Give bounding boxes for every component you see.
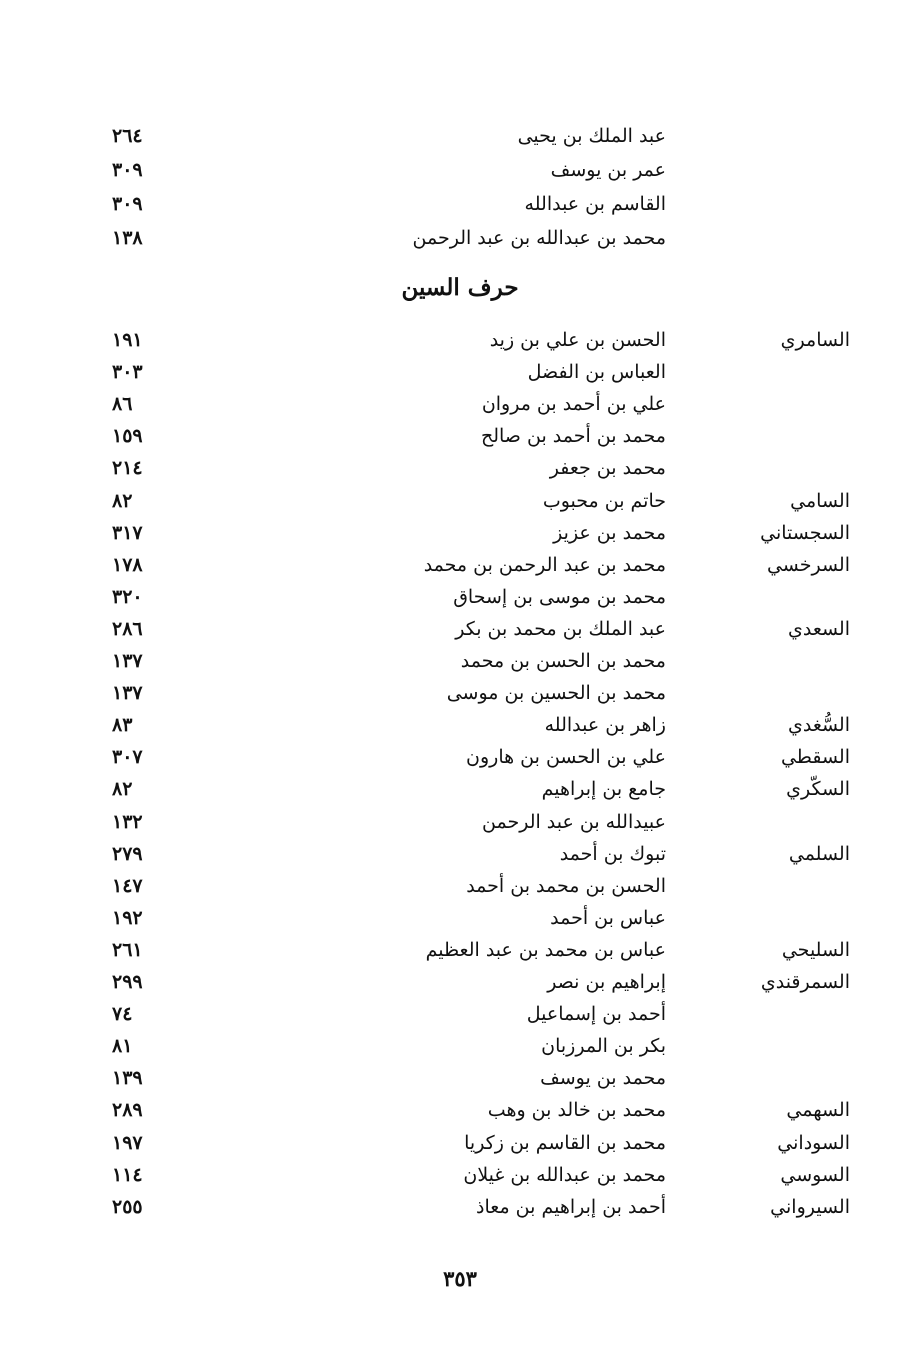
entry-page-number: ٣٠٣ (112, 361, 143, 384)
entry-nisba: السلمي (788, 842, 850, 865)
entry-page-number: ٨٢ (112, 489, 133, 512)
entry-nisba: السعدي (787, 617, 850, 640)
entry-name: عبد الملك بن محمد بن بكر (455, 617, 666, 640)
entry-page-number: ٢١٤ (112, 457, 143, 480)
entry-page-number: ٢٦١ (112, 938, 143, 961)
entry-page-number: ٢٨٦ (112, 617, 143, 640)
index-entry (100, 1127, 860, 1159)
entry-name: محمد بن أحمد بن صالح (480, 425, 666, 448)
entry-page-number: ٨٢ (112, 778, 133, 801)
entry-name: عمر بن يوسف (550, 159, 666, 181)
entry-page-number: ٣١٧ (112, 521, 143, 544)
entry-page-number: ١٤٧ (112, 874, 143, 897)
index-entry (100, 222, 860, 254)
entry-name: محمد بن الحسين بن موسى (446, 682, 666, 705)
entry-nisba: السُّغدي (787, 714, 850, 737)
entry-page-number: ٢٧٩ (112, 842, 143, 865)
index-entry (100, 645, 860, 677)
index-entry (100, 934, 860, 966)
entry-name: أحمد بن إسماعيل (526, 1003, 666, 1026)
entry-name: جامع بن إبراهيم (541, 778, 666, 801)
entry-nisba: السهمي (786, 1099, 850, 1122)
entry-name: عبد الملك بن يحيى (517, 125, 666, 147)
entry-page-number: ٨١ (112, 1035, 133, 1058)
entry-name: محمد بن عبد الرحمن بن محمد (423, 553, 666, 576)
index-entry (100, 1030, 860, 1062)
index-entry (100, 1062, 860, 1094)
entry-nisba: السمرقندي (760, 971, 850, 993)
entry-nisba: السجستاني (760, 521, 850, 544)
entry-page-number: ٣٢٠ (112, 585, 143, 608)
entry-page-number: ١٩٧ (112, 1131, 143, 1154)
index-entry (100, 485, 860, 517)
entry-nisba: السامي (790, 489, 850, 512)
index-entry (100, 677, 860, 709)
entry-name: تبوك بن أحمد (559, 842, 666, 865)
entry-page-number: ٣٠٩ (112, 159, 143, 181)
entry-name: الحسن بن علي بن زيد (489, 329, 666, 351)
entry-name: محمد بن جعفر (549, 457, 666, 480)
entry-page-number: ١٣٧ (112, 682, 143, 705)
entry-name: محمد بن القاسم بن زكريا (464, 1131, 666, 1154)
entry-name: بكر بن المرزبان (541, 1035, 666, 1058)
entry-nisba: السليحي (781, 938, 850, 961)
entry-page-number: ٣٠٧ (112, 746, 143, 769)
entry-name: محمد بن الحسن بن محمد (460, 650, 666, 672)
entry-page-number: ٣٠٩ (112, 193, 143, 215)
index-entry (100, 998, 860, 1030)
entry-page-number: ١٣٩ (112, 1067, 143, 1090)
entry-name: علي بن الحسن بن هارون (466, 746, 666, 769)
entry-page-number: ١٣٢ (112, 810, 143, 833)
index-entry (100, 1159, 860, 1191)
entry-name: القاسم بن عبدالله (524, 193, 666, 215)
index-entry (100, 709, 860, 741)
index-entry (100, 806, 860, 838)
entry-name: عباس بن أحمد (550, 906, 666, 929)
entry-name: عبيدالله بن عبد الرحمن (482, 810, 666, 833)
entry-nisba: السيرواني (770, 1195, 850, 1218)
entry-nisba: السرخسي (766, 553, 850, 576)
entry-page-number: ١٩٢ (112, 906, 143, 929)
entry-nisba: السوداني (777, 1131, 850, 1154)
entry-nisba: السكّري (786, 778, 850, 801)
section-heading: حرف السين (401, 274, 519, 301)
index-entry (100, 613, 860, 645)
entry-page-number: ٢٥٥ (112, 1195, 143, 1218)
index-entry (100, 581, 860, 613)
entry-nisba: السقطي (780, 746, 850, 769)
index-entry (100, 870, 860, 902)
entry-name: العباس بن الفضل (527, 361, 666, 384)
entry-page-number: ٧٤ (112, 1003, 133, 1026)
entry-name: محمد بن عبدالله بن غيلان (463, 1163, 666, 1186)
index-entry (100, 188, 860, 220)
entry-page-number: ٢٦٤ (112, 125, 143, 147)
entry-page-number: ١٥٩ (112, 425, 143, 448)
entry-page-number: ١٣٨ (112, 227, 143, 249)
entry-name: محمد بن عبدالله بن عبد الرحمن (412, 227, 666, 249)
entry-name: الحسن بن محمد بن أحمد (466, 874, 666, 897)
entry-page-number: ١٧٨ (112, 553, 143, 576)
entry-name: محمد بن يوسف (540, 1067, 666, 1090)
index-entry (100, 1191, 860, 1223)
entry-name: إبراهيم بن نصر (547, 971, 666, 993)
entry-page-number: ٨٦ (112, 393, 133, 416)
entry-name: عباس بن محمد بن عبد العظيم (425, 938, 666, 961)
index-entry (100, 773, 860, 805)
index-entry (100, 517, 860, 549)
index-entry (100, 324, 860, 356)
index-entry (100, 741, 860, 773)
entry-page-number: ١٣٧ (112, 650, 143, 672)
index-entry (100, 452, 860, 484)
index-entry (100, 120, 860, 152)
entry-name: زاهر بن عبدالله (544, 714, 666, 737)
entry-name: محمد بن موسى بن إسحاق (453, 585, 666, 608)
entry-name: علي بن أحمد بن مروان (481, 393, 666, 416)
entry-name: محمد بن عزيز (553, 521, 666, 544)
index-entry (100, 902, 860, 934)
entry-page-number: ١٩١ (112, 329, 143, 351)
entry-page-number: ١١٤ (112, 1163, 143, 1186)
index-entry (100, 1094, 860, 1126)
entry-page-number: ٢٨٩ (112, 1099, 143, 1122)
index-entry (100, 966, 860, 998)
index-entry (100, 154, 860, 186)
index-entry (100, 356, 860, 388)
index-entry (100, 388, 860, 420)
entry-name: محمد بن خالد بن وهب (487, 1099, 666, 1122)
index-entry (100, 838, 860, 870)
entry-name: حاتم بن محبوب (542, 489, 666, 512)
entry-page-number: ٢٩٩ (112, 971, 143, 993)
entry-name: أحمد بن إبراهيم بن معاذ (476, 1195, 666, 1218)
entry-nisba: السامري (780, 329, 850, 351)
page-number: ٣٥٣ (443, 1266, 477, 1291)
index-entry (100, 549, 860, 581)
entry-page-number: ٨٣ (112, 714, 133, 737)
index-entry (100, 420, 860, 452)
entry-nisba: السوسي (780, 1163, 850, 1186)
